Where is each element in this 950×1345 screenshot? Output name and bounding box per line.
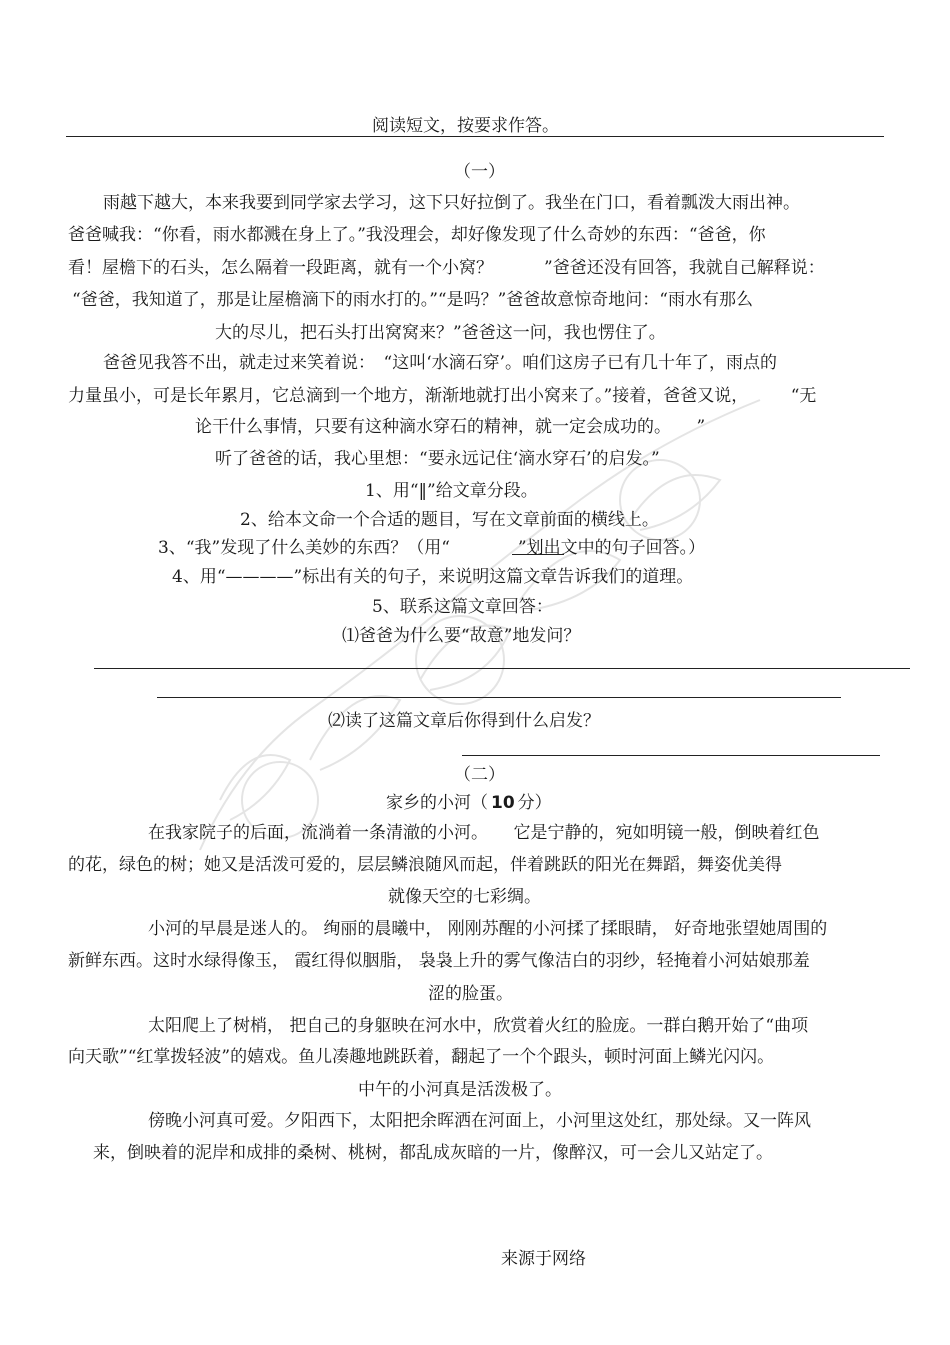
paragraph-line: 向天歌”“红掌拨轻波”的嬉戏。鱼儿凑趣地跳跃着，翻起了一个个跟头，顿时河面上鳞光闪闪。	[68, 1047, 775, 1067]
paragraph-line: 来，倒映着的泥岸和成排的桑树、桃树，都乱成灰暗的一片，像醉汉，可一会儿又站定了。	[93, 1143, 773, 1163]
paragraph-line: 小河的早晨是迷人的。 绚丽的晨曦中， 刚刚苏醒的小河揉了揉眼睛， 好奇地张望她周围的	[148, 919, 828, 939]
paragraph-line: 论干什么事情，只要有这种滴水穿石的精神，就一定会成功的。 ”	[195, 417, 706, 437]
question-5-2: ⑵读了这篇文章后你得到什么启发？	[328, 711, 600, 731]
paragraph-line: 涩的脸蛋。	[428, 984, 513, 1004]
paragraph-line: 傍晚小河真可爱。夕阳西下，太阳把余晖洒在河面上，小河里这处红，那处绿。又一阵风	[148, 1111, 811, 1131]
question-2: 2、给本文命一个合适的题目，写在文章前面的横线上。	[240, 510, 659, 530]
paragraph-line: 听了爸爸的话，我心里想：“要永远记住‘滴水穿石’的启发。”	[215, 449, 660, 469]
paragraph-line: 新鲜东西。这时水绿得像玉， 霞红得似胭脂， 袅袅上升的雾气像洁白的羽纱，轻掩着小河姑娘那羞	[68, 951, 810, 971]
page-title: 阅读短文，按要求作答。	[372, 116, 559, 136]
answer-line-5-1a	[94, 668, 910, 669]
header-divider	[66, 136, 884, 137]
section-label-2: （二）	[454, 765, 505, 785]
paragraph-line: 雨越下越大，本来我要到同学家去学习，这下只好拉倒了。我坐在门口，看着瓢泼大雨出神。	[103, 193, 800, 213]
example-underline	[512, 554, 564, 555]
question-3: 3、“我”发现了什么美妙的东西？（用“ ”划出文中的句子回答。）	[158, 538, 706, 558]
paragraph-line: 在我家院子的后面，流淌着一条清澈的小河。 它是宁静的，宛如明镜一般，倒映着红色	[148, 823, 820, 843]
paragraph-line: 太阳爬上了树梢， 把自己的身躯映在河水中，欣赏着火红的脸庞。一群白鹅开始了“曲项	[148, 1016, 809, 1036]
paragraph-line: 看！屋檐下的石头，怎么隔着一段距离，就有一个小窝？ ”爸爸还没有回答，我就自己解释说：	[68, 258, 825, 278]
paragraph-line: 就像天空的七彩绸。	[388, 887, 541, 907]
source-note: 来源于网络	[501, 1249, 586, 1269]
question-4: 4、用“————”标出有关的句子，来说明这篇文章告诉我们的道理。	[172, 567, 694, 587]
paragraph-line: “爸爸，我知道了，那是让屋檐滴下的雨水打的。”“是吗？”爸爸故意惊奇地问：“雨水有那么	[72, 290, 753, 310]
paragraph-line: 力量虽小，可是长年累月，它总滴到一个地方，渐渐地就打出小窝来了。”接着，爸爸又说， “无	[68, 386, 817, 406]
paragraph-line: 中午的小河真是活泼极了。	[358, 1080, 562, 1100]
paragraph-line: 的花，绿色的树；她又是活泼可爱的，层层鳞浪随风而起，伴着跳跃的阳光在舞蹈，舞姿优美得	[68, 855, 782, 875]
answer-line-5-1b	[157, 697, 841, 698]
paragraph-line: 大的尽儿，把石头打出窝窝来？”爸爸这一问，我也愣住了。	[215, 323, 666, 343]
question-5: 5、联系这篇文章回答：	[372, 597, 553, 617]
section-label-1: （一）	[454, 162, 505, 182]
answer-line-5-2	[462, 755, 880, 756]
question-5-1: ⑴爸爸为什么要“故意”地发问？	[342, 626, 581, 646]
paragraph-line: 爸爸喊我：“你看，雨水都溅在身上了。”我没理会，却好像发现了什么奇妙的东西：“爸爸，你	[68, 225, 766, 245]
question-1: 1、用“‖”给文章分段。	[365, 481, 538, 501]
passage-title: 家乡的小河（ 10 分）	[386, 793, 552, 813]
paragraph-line: 爸爸见我答不出，就走过来笑着说： “这叫‘水滴石穿’。咱们这房子已有几十年了，雨点的	[103, 353, 777, 373]
